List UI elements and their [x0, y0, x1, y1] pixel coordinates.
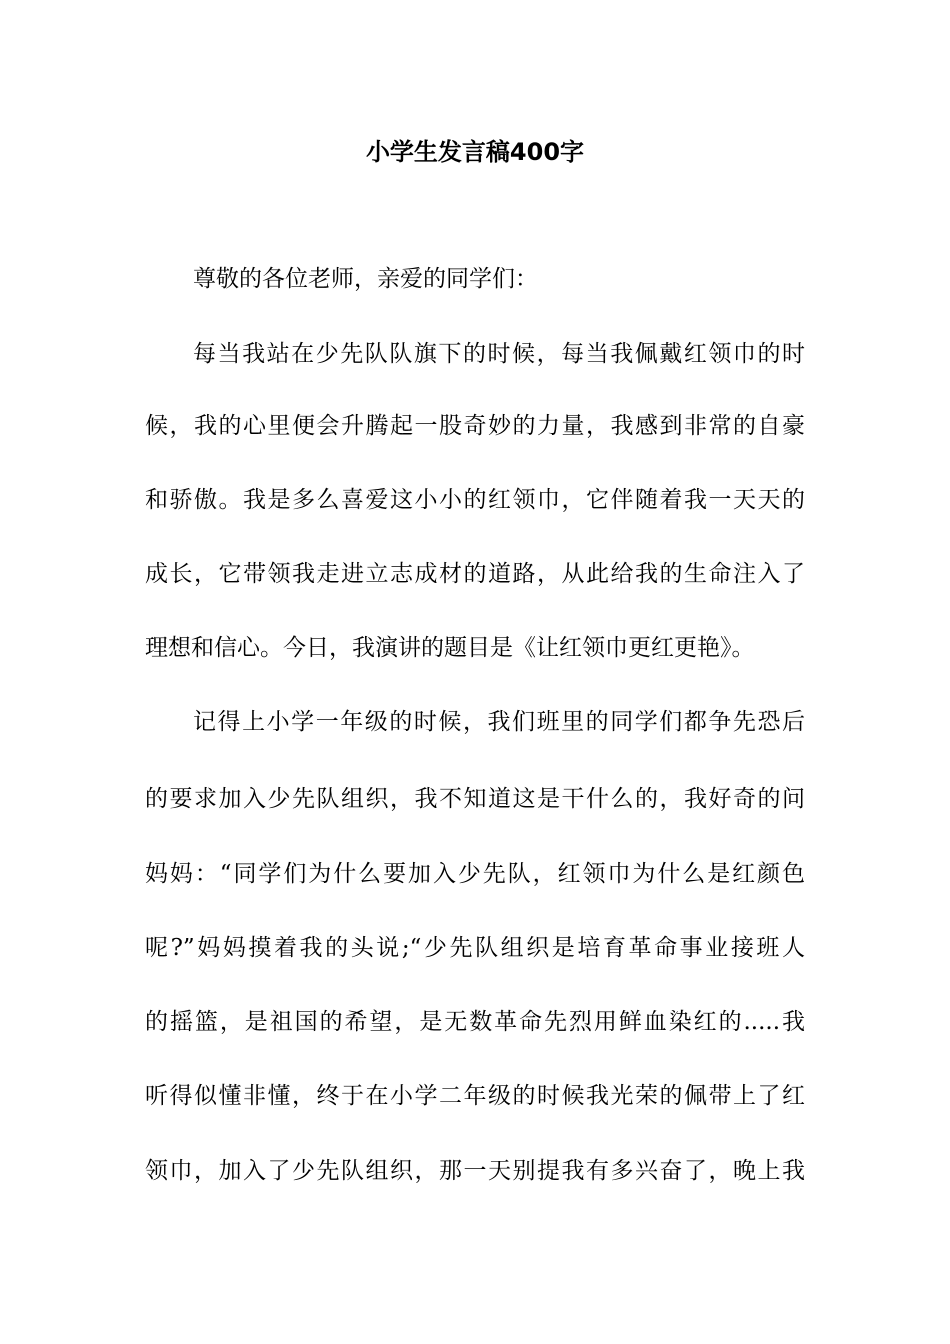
paragraph-line: 理想和信心。今日，我演讲的题目是《让红领巾更红更艳》。	[145, 635, 755, 661]
paragraph-line: 听得似懂非懂，终于在小学二年级的时候我光荣的佩带上了红	[145, 1083, 805, 1109]
paragraph-line: 呢?”妈妈摸着我的头说;“少先队组织是培育革命事业接班人	[145, 935, 805, 961]
paragraph-line: 的要求加入少先队组织，我不知道这是干什么的，我好奇的问	[145, 786, 805, 812]
paragraph-line: 和骄傲。我是多么喜爱这小小的红领巾，它伴随着我一天天的	[145, 487, 805, 513]
document-title: 小学生发言稿400字	[365, 138, 585, 166]
paragraph-line: 领巾，加入了少先队组织，那一天别提我有多兴奋了，晚上我	[145, 1158, 805, 1184]
paragraph-line: 成长，它带领我走进立志成材的道路，从此给我的生命注入了	[145, 561, 805, 587]
paragraph-line: 妈妈：“同学们为什么要加入少先队，红领巾为什么是红颜色	[145, 861, 805, 887]
paragraph-line: 每当我站在少先队队旗下的时候，每当我佩戴红领巾的时	[193, 341, 805, 367]
paragraph-line: 记得上小学一年级的时候，我们班里的同学们都争先恐后	[193, 709, 805, 735]
paragraph-line: 候，我的心里便会升腾起一股奇妙的力量，我感到非常的自豪	[145, 413, 805, 439]
paragraph-line: 的摇篮，是祖国的希望，是无数革命先烈用鲜血染红的.....我	[145, 1009, 805, 1035]
salutation-line: 尊敬的各位老师，亲爱的同学们：	[193, 266, 538, 292]
